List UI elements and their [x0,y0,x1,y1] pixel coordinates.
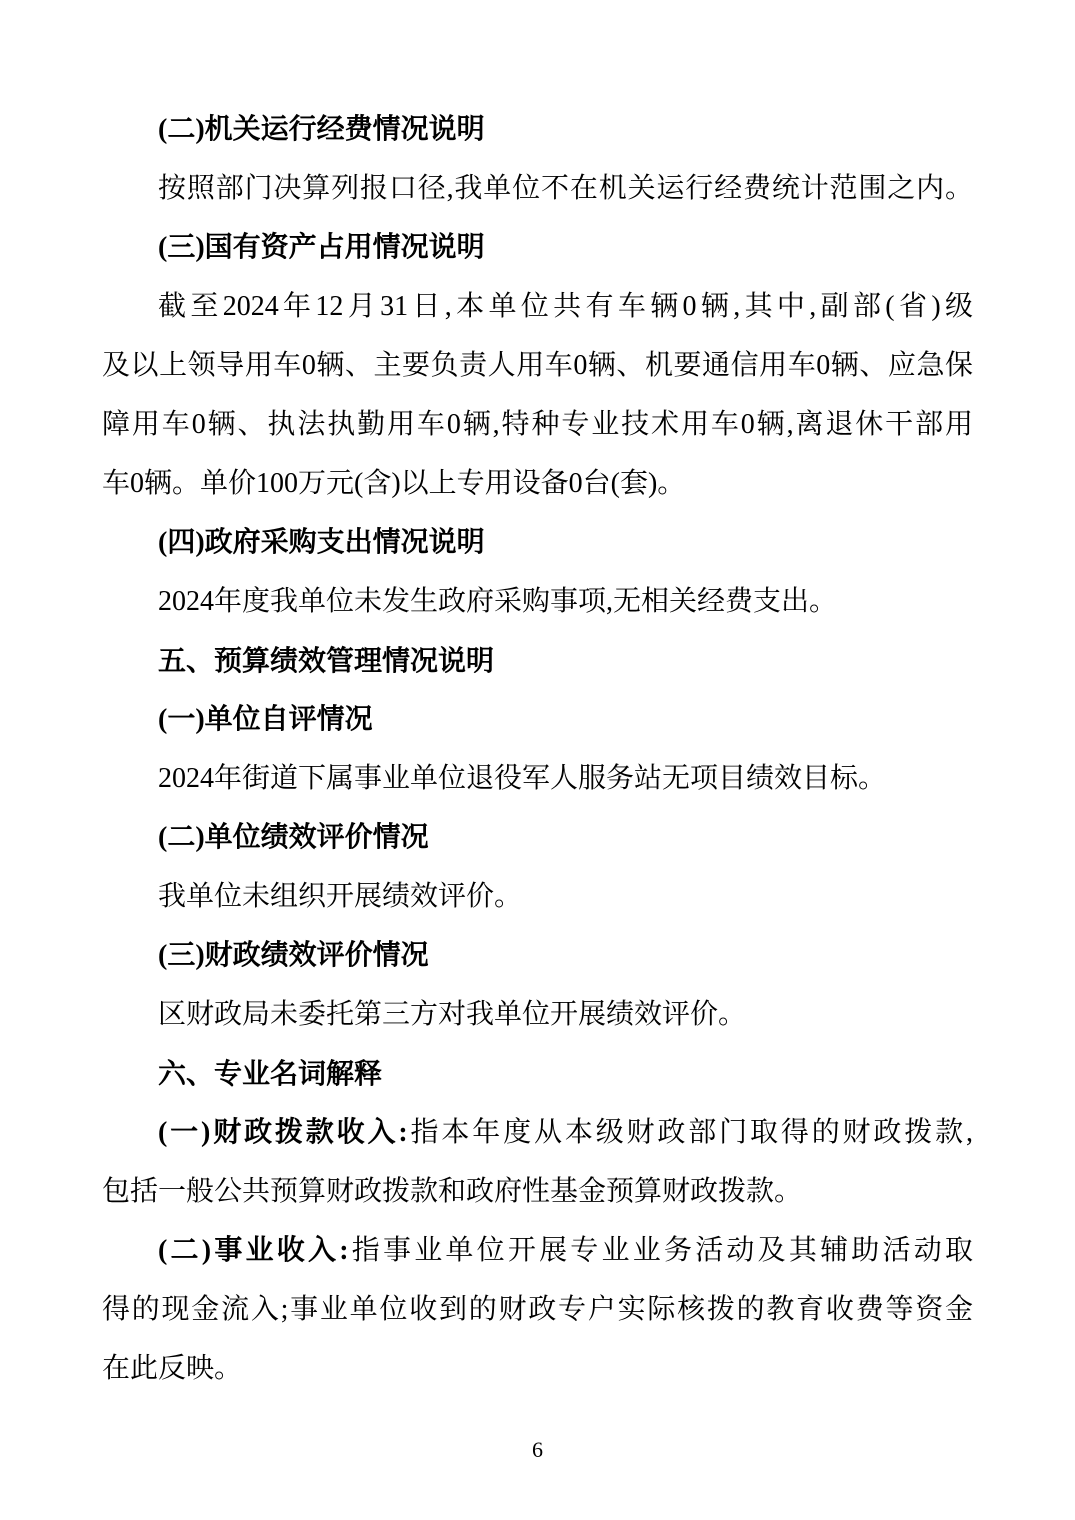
heading-state-assets-occupancy: (三)国有资产占用情况说明 [158,232,485,263]
heading-organ-operating-expenses: (二)机关运行经费情况说明 [158,114,485,145]
para-unit-performance-evaluation: 我单位未组织开展绩效评价。 [158,881,523,912]
para-operating-income-line-2: 得的现金流入;事业单位收到的财政专户实际核拨的教育收费等资金 [102,1294,973,1325]
para-fiscal-appropriation-income-line-2: 包括一般公共预算财政拨款和政府性基金预算财政拨款。 [102,1176,803,1207]
para-state-assets-line-3: 障用车0辆、执法执勤用车0辆,特种专业技术用车0辆,离退休干部用 [102,409,973,440]
term-operating-income: (二)事业收入: [158,1235,349,1266]
para-operating-income-line-1 [102,1221,973,1280]
para-fiscal-performance-evaluation: 区财政局未委托第三方对我单位开展绩效评价。 [158,999,747,1030]
heading-unit-self-evaluation: (一)单位自评情况 [158,704,373,735]
para-operating-income-line-3: 在此反映。 [102,1353,243,1384]
heading-unit-performance-evaluation: (二)单位绩效评价情况 [158,822,429,853]
heading-fiscal-performance-evaluation: (三)财政绩效评价情况 [158,940,429,971]
term-fiscal-appropriation-income: (一)财政拨款收入: [158,1117,408,1148]
para-gov-procurement: 2024年度我单位未发生政府采购事项,无相关经费支出。 [158,586,838,617]
document-body [102,100,973,1398]
para-unit-self-evaluation: 2024年街道下属事业单位退役军人服务站无项目绩效目标。 [158,763,887,794]
definition-operating-income: 指事业单位开展专业业务活动及其辅助活动取 [348,1235,973,1266]
para-fiscal-appropriation-income-line-1 [102,1103,973,1162]
para-state-assets-line-1: 截至2024年12月31日,本单位共有车辆0辆,其中,副部(省)级 [158,291,973,322]
para-organ-operating-expenses: 按照部门决算列报口径,我单位不在机关运行经费统计范围之内。 [158,173,973,204]
heading-terminology: 六、专业名词解释 [158,1058,383,1089]
page-number: 6 [532,1437,543,1462]
para-state-assets-line-2: 及以上领导用车0辆、主要负责人用车0辆、机要通信用车0辆、应急保 [102,350,973,381]
definition-fiscal-appropriation-income: 指本年度从本级财政部门取得的财政拨款, [407,1117,973,1148]
heading-budget-performance-management: 五、预算绩效管理情况说明 [158,645,495,676]
heading-gov-procurement: (四)政府采购支出情况说明 [158,527,485,558]
para-state-assets-line-4: 车0辆。单价100万元(含)以上专用设备0台(套)。 [102,468,686,499]
